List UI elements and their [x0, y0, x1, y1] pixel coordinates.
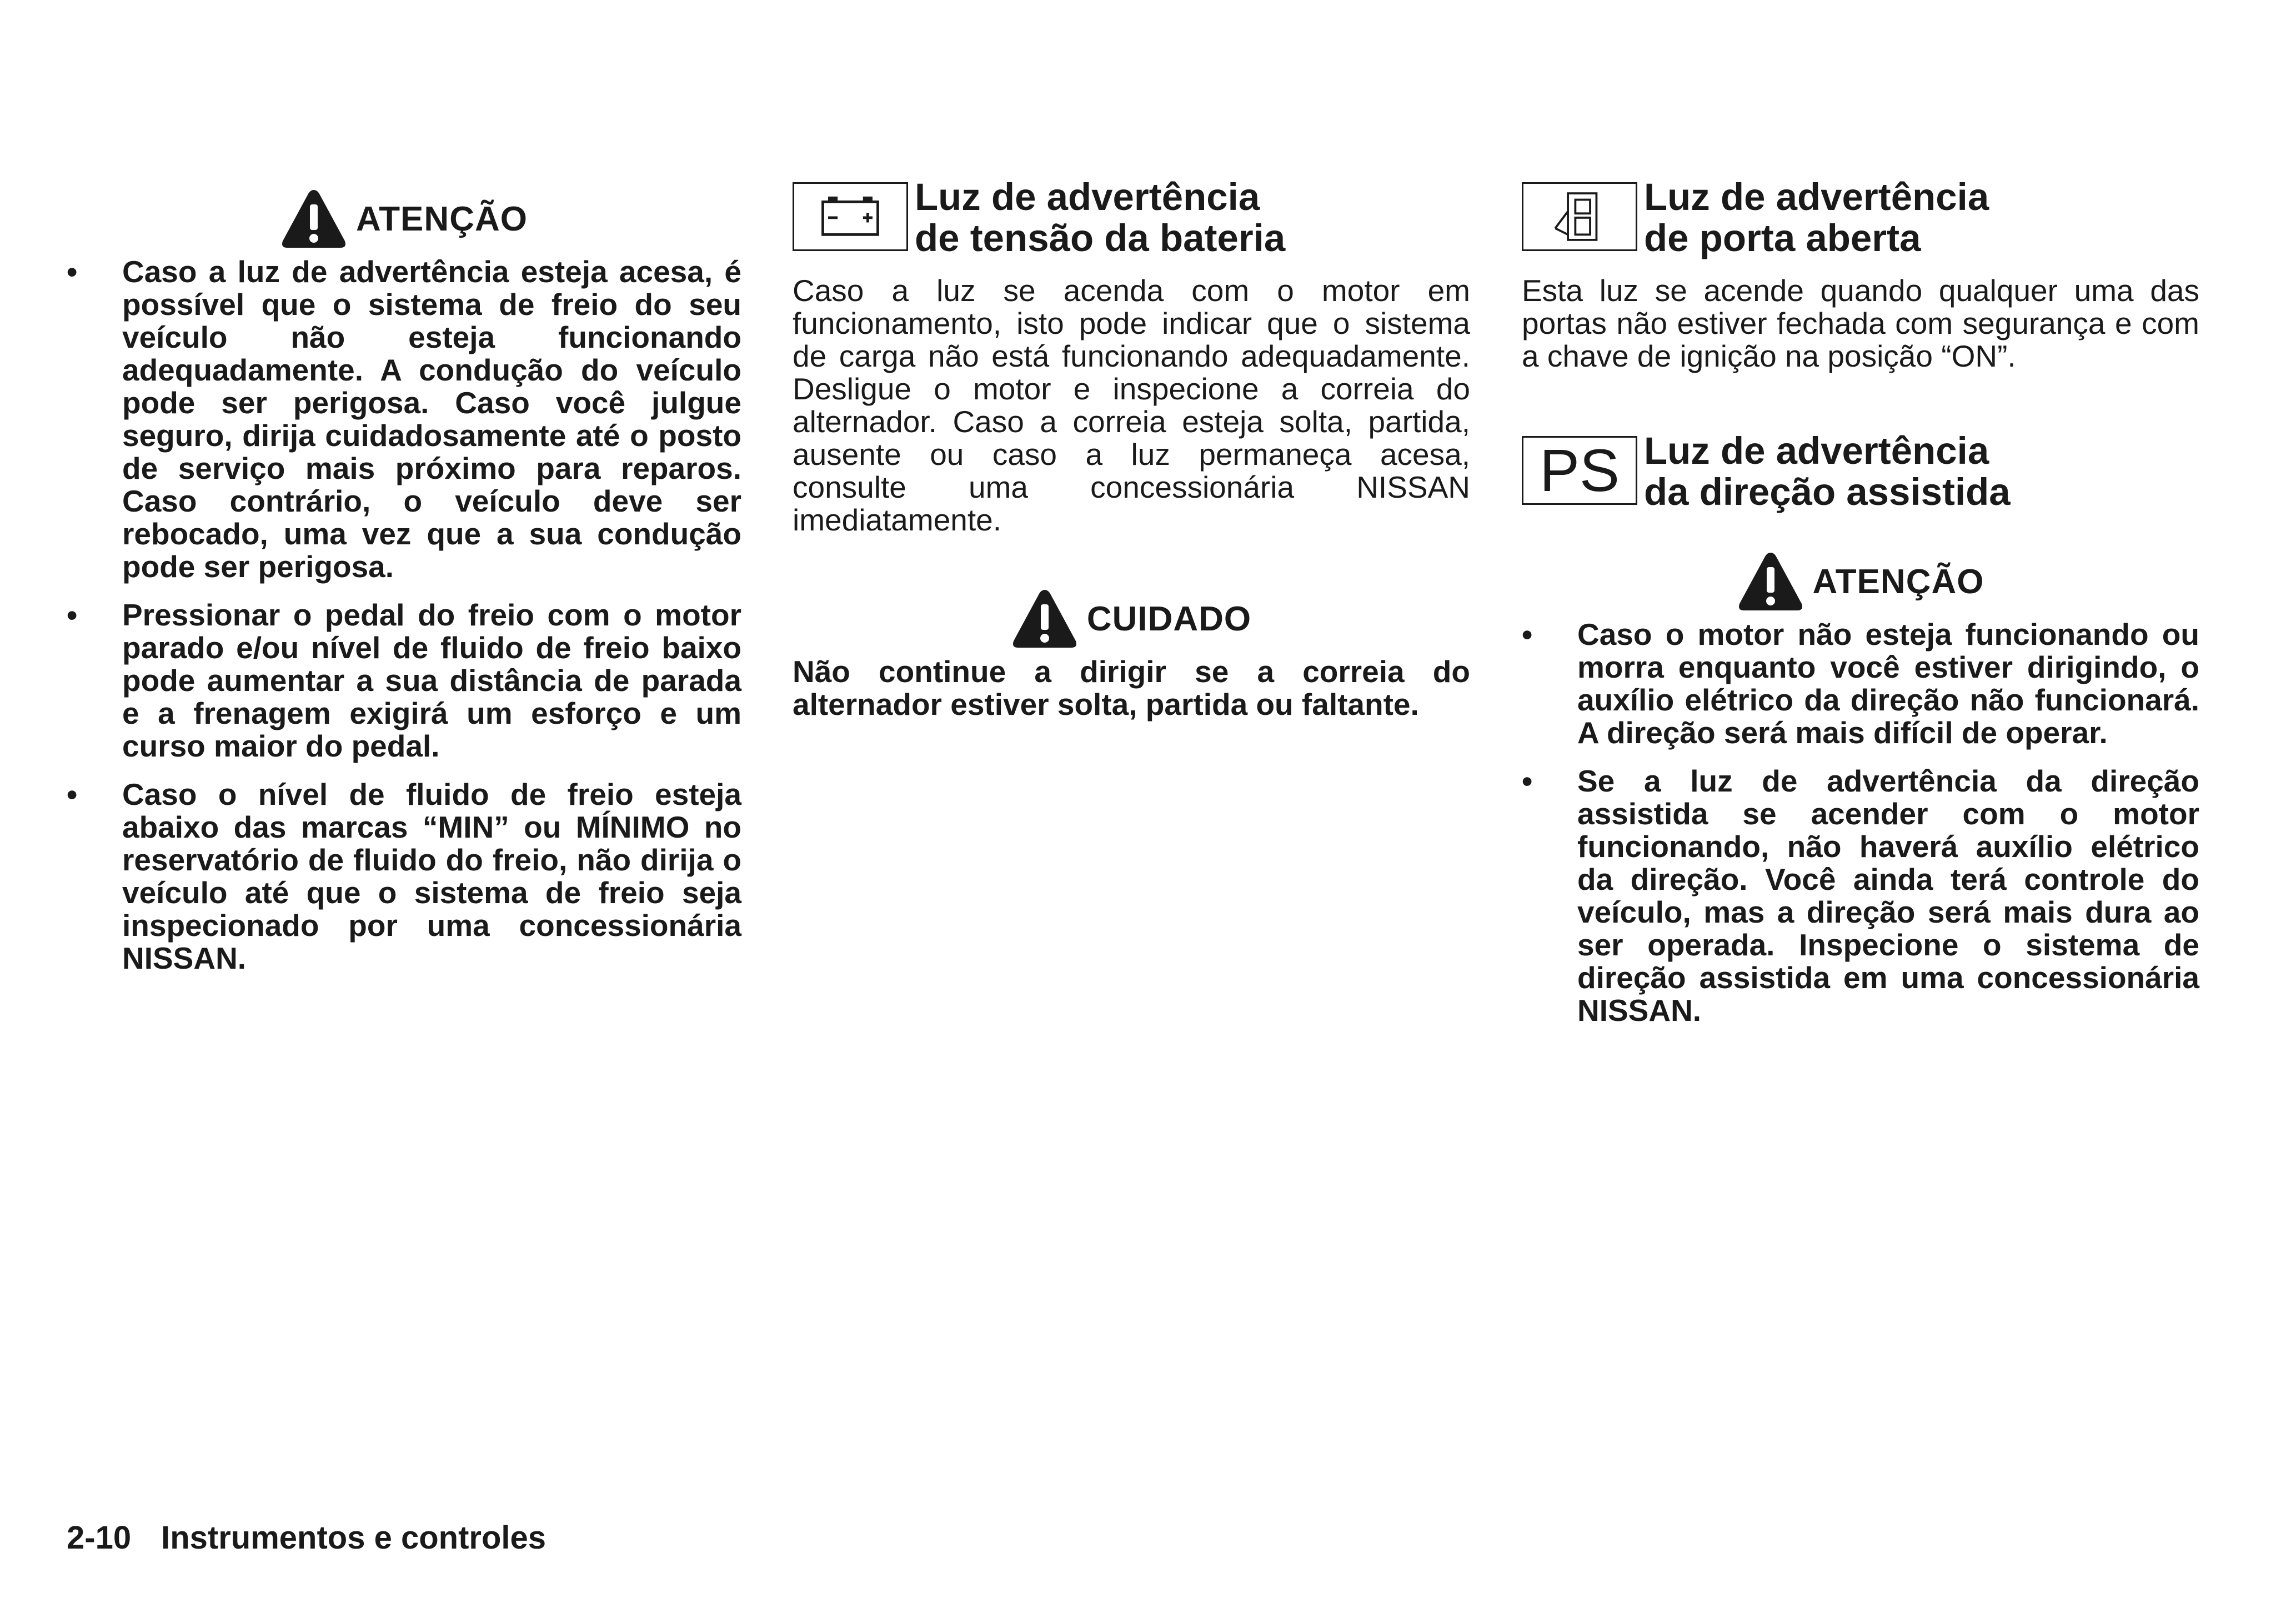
warning-triangle-icon [280, 188, 347, 250]
warning-triangle-icon [1737, 550, 1804, 613]
warning-label: ATENÇÃO [1812, 562, 1984, 601]
list-item: • Caso a luz de advertência esteja acesa, é possível que o sistema de freio do seu veículo não esteja funcionando adequadamente. A condução do veículo pode ser perigosa. Caso você julgue seguro, dirija cuidadosamente até o posto de serviço mais próximo para reparos. Caso contrário, o veículo deve ser rebocado, uma vez que a sua condução pode ser perigosa. [67, 256, 741, 583]
title-line: de porta aberta [1644, 217, 1921, 259]
title-line: de tensão da bateria [915, 217, 1286, 259]
caution-text: Não continue a dirigir se a correia do alternador estiver solta, partida ou faltante. [793, 654, 1470, 722]
power-steering-icon: PS [1539, 437, 1620, 504]
caution-header [793, 588, 1470, 650]
warning-header [67, 188, 741, 250]
door-icon-box [1522, 182, 1637, 251]
ps-section-header [1522, 430, 2199, 513]
ps-icon-box [1522, 436, 1637, 505]
warning-label: ATENÇÃO [356, 199, 528, 238]
section-name: Instrumentos e controles [161, 1520, 547, 1556]
list-item: • Se a luz de advertência da direção assistida se acender com o motor funcionando, não haverá auxílio elétrico da direção. Você ainda terá controle do veículo, mas a direção será mais dura ao ser operada. Inspecione o sistema de direção assistida em uma concessionária NISSAN. [1522, 765, 2199, 1027]
battery-section-title [915, 177, 1285, 259]
warning-triangle-icon [1011, 588, 1078, 650]
battery-body-text: Caso a luz se acenda com o motor em funcionamento, isto pode indicar que o sistema de carga não está funcionando adequadamente. Desligue o motor e inspecione a correia do alternador. Caso a correia esteja solta, partida, ausente ou caso a luz permaneça acesa, consulte uma concessionária NISSAN imediatamente. [793, 273, 1470, 537]
title-line: Luz de advertência [1644, 176, 1989, 218]
door-section-title [1644, 177, 1989, 259]
title-line: da direção assistida [1644, 470, 2011, 513]
warning-header [1522, 550, 2199, 613]
list-item: • Pressionar o pedal do freio com o motor parado e/ou nível de fluido de freio baixo pode aumentar a sua distância de parada e a frenagem exigirá um esforço e um curso maior do pedal. [67, 599, 741, 763]
title-line: Luz de advertência [915, 176, 1260, 218]
page-footer [67, 1519, 546, 1556]
door-section-header [1522, 177, 2199, 259]
battery-icon-box [793, 182, 908, 251]
page-number: 2-10 [67, 1520, 132, 1556]
column-3 [1522, 0, 2199, 1043]
list-item: • Caso o motor não esteja funcionando ou morra enquanto você estiver dirigindo, o auxílio elétrico da direção não funcionará. A direção será mais difícil de operar. [1522, 618, 2199, 749]
caution-label: CUIDADO [1086, 599, 1252, 638]
battery-section-header [793, 177, 1470, 259]
battery-icon [794, 184, 906, 249]
list-item: • Caso o nível de fluido de freio esteja abaixo das marcas “MIN” ou MÍNIMO no reservatório de fluido do freio, não dirija o veículo até que o sistema de freio seja inspecionado por uma concessionária NISSAN. [67, 778, 741, 975]
title-line: Luz de advertência [1644, 429, 1989, 472]
warning-bullet-list [67, 256, 741, 975]
column-1 [67, 0, 741, 990]
warning-bullet-list [1522, 618, 2199, 1027]
ps-section-title [1644, 430, 2011, 513]
door-body-text: Esta luz se acende quando qualquer uma das portas não estiver fechada com segurança e com a chave de ignição na posição “ON”. [1522, 273, 2199, 373]
door-open-icon [1523, 184, 1636, 249]
column-2 [793, 0, 1470, 721]
